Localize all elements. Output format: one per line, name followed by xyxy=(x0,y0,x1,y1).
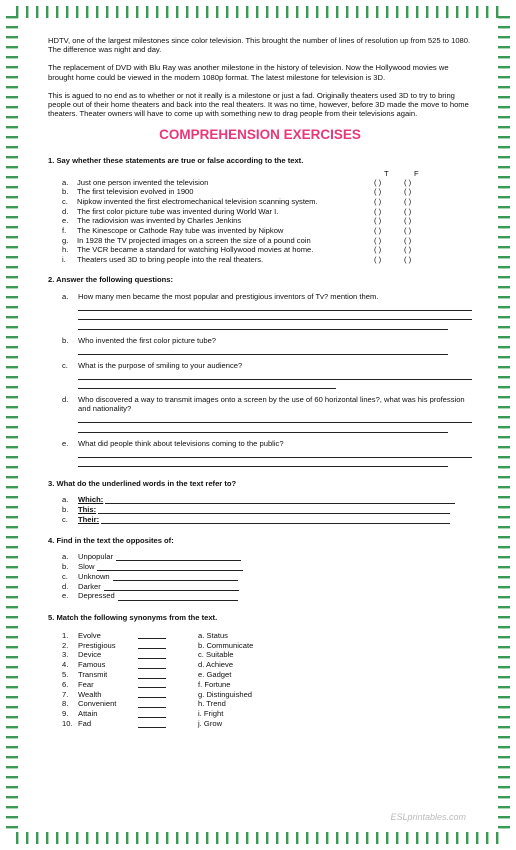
question-text: How many men became the most popular and prestigious inventors of Tv? mention them. xyxy=(78,292,379,302)
tf-statement-row xyxy=(48,255,472,265)
synonym-row xyxy=(48,660,472,670)
match-blank[interactable] xyxy=(138,650,166,659)
synonym-row xyxy=(48,670,472,680)
false-checkbox[interactable]: ( ) xyxy=(404,187,412,197)
statement-letter: d. xyxy=(62,206,69,216)
paragraph-1: HDTV, one of the largest milestones since color television. This brought the number of lines of resolution up from 525 to 1080. The difference was night and day. xyxy=(48,36,471,55)
synonym-word: Fad xyxy=(78,718,92,728)
opposite-word: Depressed xyxy=(78,591,115,601)
question-letter: a. xyxy=(62,292,69,302)
underlined-word: This: xyxy=(78,505,97,515)
answer-line[interactable] xyxy=(78,320,448,330)
statement-text: In 1928 the TV projected images on a screen the size of a pound coin xyxy=(77,235,311,245)
section-4-heading: 4. Find in the text the opposites of: xyxy=(48,536,174,546)
synonym-word: Wealth xyxy=(78,689,102,699)
synonym-row xyxy=(48,719,472,729)
synonym-word: Transmit xyxy=(78,669,108,679)
section-true-false xyxy=(48,156,472,264)
statement-text: Just one person invented the television xyxy=(77,177,209,187)
synonym-row xyxy=(48,709,472,719)
statement-letter: a. xyxy=(62,177,69,187)
synonym-row xyxy=(48,641,472,651)
synonym-row xyxy=(48,680,472,690)
synonym-row xyxy=(48,699,472,709)
synonym-row xyxy=(48,631,472,641)
true-checkbox[interactable]: ( ) xyxy=(374,235,382,245)
statement-text: The VCR became a standard for watching Hollywood movies at home. xyxy=(77,245,314,255)
synonym-number: 1. xyxy=(62,630,69,640)
answer-line[interactable] xyxy=(98,505,450,514)
match-blank[interactable] xyxy=(138,670,166,679)
section-synonyms xyxy=(48,613,472,729)
question-a xyxy=(48,292,472,330)
section-5-heading: 5. Match the following synonyms from the text. xyxy=(48,612,218,622)
question-text: What is the purpose of smiling to your audience? xyxy=(78,360,243,370)
answer-line[interactable] xyxy=(118,592,238,601)
synonym-word: Attain xyxy=(78,709,98,719)
synonym-number: 2. xyxy=(62,640,69,650)
true-checkbox[interactable]: ( ) xyxy=(374,245,382,255)
false-checkbox[interactable]: ( ) xyxy=(404,226,412,236)
false-checkbox[interactable]: ( ) xyxy=(404,206,412,216)
tf-statement-row xyxy=(48,216,472,226)
answer-line[interactable] xyxy=(78,414,472,424)
synonym-number: 5. xyxy=(62,669,69,679)
section-3-heading: 3. What do the underlined words in the text refer to? xyxy=(48,479,237,489)
true-checkbox[interactable]: ( ) xyxy=(374,226,382,236)
statement-text: The Kinescope or Cathode Ray tube was invented by Nipkow xyxy=(77,226,284,236)
opposite-row: b. Slow xyxy=(48,561,472,571)
statement-text: Theaters used 3D to bring people into the real theaters. xyxy=(77,255,264,265)
false-checkbox[interactable]: ( ) xyxy=(404,255,412,265)
opposite-word: Unpopular xyxy=(78,552,114,562)
true-checkbox[interactable]: ( ) xyxy=(374,187,382,197)
question-text: What did people think about televisions coming to the public? xyxy=(78,438,284,448)
statement-text: The first television evolved in 1900 xyxy=(77,187,194,197)
synonym-number: 3. xyxy=(62,650,69,660)
match-blank[interactable] xyxy=(138,709,166,718)
synonym-definition: h. Trend xyxy=(198,699,226,709)
question-letter: d. xyxy=(62,395,69,405)
decorative-border-right xyxy=(498,14,510,836)
opposite-word: Slow xyxy=(78,561,95,571)
question-text: Who discovered a way to transmit images onto a screen by the use of 60 horizontal lines?, what was his profession and nationality? xyxy=(78,395,465,414)
synonym-definition: a. Status xyxy=(198,630,228,640)
decorative-border-bottom xyxy=(14,832,502,844)
worksheet-content xyxy=(48,36,472,729)
synonym-match-list xyxy=(48,631,472,729)
worksheet-title: COMPREHENSION EXERCISES xyxy=(159,127,361,143)
question-letter: e. xyxy=(62,438,69,448)
tf-statement-row xyxy=(48,187,472,197)
tf-statement-row xyxy=(48,197,472,207)
section-1-heading: 1. Say whether these statements are true or false according to the text. xyxy=(48,156,304,166)
synonym-definition: j. Grow xyxy=(198,718,223,728)
synonym-number: 4. xyxy=(62,660,69,670)
statement-letter: h. xyxy=(62,245,69,255)
paragraph-2: The replacement of DVD with Blu Ray was another milestone in the history of television. Now the Hollywood movies we brought home could be viewed in the modern 1080p format. The latest milestone for television is 3D. xyxy=(48,63,449,82)
underlined-word-row: c. Their: xyxy=(48,514,472,524)
answer-line[interactable] xyxy=(97,562,243,571)
question-e xyxy=(48,439,472,467)
synonym-definition: c. Suitable xyxy=(198,650,234,660)
synonym-definition: b. Communicate xyxy=(198,640,254,650)
tf-statement-row xyxy=(48,178,472,188)
synonym-number: 9. xyxy=(62,709,69,719)
statement-text: Nipkow invented the first electromechanical television scanning system. xyxy=(77,197,318,206)
synonym-number: 6. xyxy=(62,679,69,689)
match-blank[interactable] xyxy=(138,631,166,640)
match-blank[interactable] xyxy=(138,719,166,728)
false-checkbox[interactable]: ( ) xyxy=(404,245,412,255)
decorative-border-top xyxy=(14,6,502,18)
true-column-label: T xyxy=(384,168,389,178)
answer-line[interactable] xyxy=(78,345,448,355)
opposite-row: d. Darker xyxy=(48,581,472,591)
synonym-word: Evolve xyxy=(78,630,101,640)
synonym-row xyxy=(48,690,472,700)
true-checkbox[interactable]: ( ) xyxy=(374,206,382,216)
synonym-row xyxy=(48,650,472,660)
section-questions xyxy=(48,275,472,467)
answer-line[interactable] xyxy=(104,582,239,591)
answer-line[interactable] xyxy=(78,458,448,468)
answer-line[interactable] xyxy=(78,301,472,311)
synonym-word: Fear xyxy=(78,679,94,689)
false-checkbox[interactable]: ( ) xyxy=(404,197,412,206)
synonym-number: 10. xyxy=(62,718,73,728)
statement-letter: c. xyxy=(62,197,68,206)
synonym-word: Famous xyxy=(78,660,106,670)
match-blank[interactable] xyxy=(138,660,166,669)
tf-statement-row xyxy=(48,236,472,246)
answer-line[interactable] xyxy=(105,495,455,504)
paragraph-3: This is agued to no end as to whether or not it really is a milestone or just a fad. Originally theaters used 3D to try to bring people out of their home theaters and back into the real theaters. It was no time, however, before 3D made the move to home theaters. Theater owners will have to come up with something new to drag people from their televisions again. xyxy=(48,90,469,119)
opposite-word: Darker xyxy=(78,581,101,591)
question-d xyxy=(48,395,472,433)
question-letter: b. xyxy=(62,336,69,345)
synonym-definition: i. Fright xyxy=(198,709,224,719)
answer-line[interactable] xyxy=(113,572,238,581)
section-underlined-words xyxy=(48,479,472,524)
synonym-word: Device xyxy=(78,650,102,660)
answer-line[interactable] xyxy=(101,515,450,524)
match-blank[interactable] xyxy=(138,699,166,708)
match-blank[interactable] xyxy=(138,680,166,689)
opposite-word: Unknown xyxy=(78,571,110,581)
synonym-number: 8. xyxy=(62,699,69,709)
answer-line[interactable] xyxy=(78,423,448,433)
answer-line[interactable] xyxy=(116,552,241,561)
underlined-word: Which: xyxy=(78,495,104,505)
tf-statement-row xyxy=(48,245,472,255)
synonym-definition: f. Fortune xyxy=(198,679,231,689)
synonym-definition: e. Gadget xyxy=(198,669,232,679)
statement-letter: g. xyxy=(62,235,69,245)
synonym-definition: d. Achieve xyxy=(198,660,234,670)
answer-line[interactable] xyxy=(78,370,472,380)
true-checkbox[interactable]: ( ) xyxy=(374,197,382,206)
question-c xyxy=(48,361,472,389)
tf-column-headers xyxy=(48,169,472,178)
question-text: Who invented the first color picture tube? xyxy=(78,336,217,345)
section-opposites xyxy=(48,536,472,600)
false-column-label: F xyxy=(414,168,419,178)
statement-letter: f. xyxy=(62,226,67,236)
tf-statement-row xyxy=(48,226,472,236)
false-checkbox[interactable]: ( ) xyxy=(404,177,412,187)
statement-letter: b. xyxy=(62,187,69,197)
watermark: ESLprintables.com xyxy=(390,812,466,822)
answer-line[interactable] xyxy=(78,380,336,390)
opposite-row: a. Unpopular xyxy=(48,552,472,562)
true-checkbox[interactable]: ( ) xyxy=(374,216,382,226)
match-blank[interactable] xyxy=(138,690,166,699)
section-2-heading: 2. Answer the following questions: xyxy=(48,274,174,284)
false-checkbox[interactable]: ( ) xyxy=(404,235,412,245)
synonym-word: Prestigious xyxy=(78,640,116,650)
synonym-definition: g. Distinguished xyxy=(198,689,253,699)
tf-statement-row xyxy=(48,207,472,217)
tf-statement-list xyxy=(48,178,472,265)
statement-letter: e. xyxy=(62,216,69,226)
question-b xyxy=(48,336,472,355)
statement-letter: i. xyxy=(62,255,66,265)
underlined-word-row: a. Which: xyxy=(48,494,472,504)
true-checkbox[interactable]: ( ) xyxy=(374,177,382,187)
synonym-word: Convenient xyxy=(78,699,117,709)
decorative-border-left xyxy=(6,14,18,836)
statement-text: The first color picture tube was invented during World War I. xyxy=(77,206,279,216)
opposite-row: c. Unknown xyxy=(48,571,472,581)
answer-line[interactable] xyxy=(78,448,472,458)
statement-text: The radiovision was invented by Charles Jenkins xyxy=(77,216,242,226)
false-checkbox[interactable]: ( ) xyxy=(404,216,412,226)
question-letter: c. xyxy=(62,360,68,370)
answer-line[interactable] xyxy=(78,311,472,321)
match-blank[interactable] xyxy=(138,641,166,650)
underlined-word-row: b. This: xyxy=(48,504,472,514)
synonym-number: 7. xyxy=(62,689,69,699)
true-checkbox[interactable]: ( ) xyxy=(374,255,382,265)
opposite-row: e. Depressed xyxy=(48,591,472,601)
underlined-word: Their: xyxy=(78,515,100,525)
